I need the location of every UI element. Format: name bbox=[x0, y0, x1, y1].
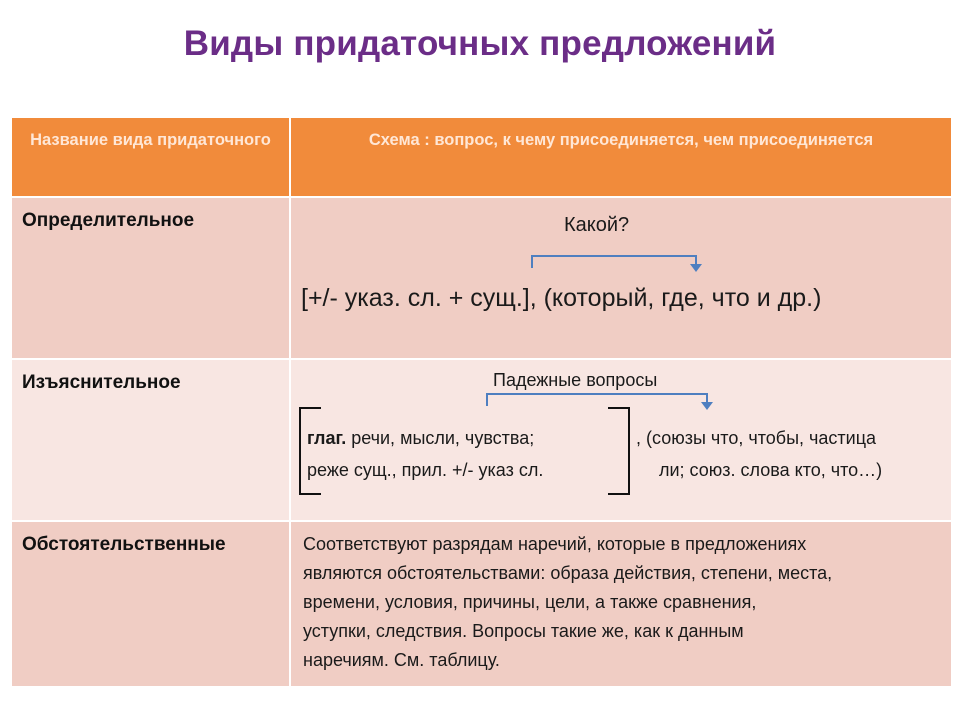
attributive-arrow-icon bbox=[291, 198, 951, 358]
explanatory-line2: реже сущ., прил. +/- указ сл. bbox=[307, 460, 544, 480]
page-title: Виды придаточных предложений bbox=[183, 24, 777, 63]
adverbial-line: времени, условия, причины, цели, а также сравнения, bbox=[303, 592, 757, 612]
header-col-scheme: Схема : вопрос, к чему присоединяется, чем присоединяется bbox=[291, 118, 951, 196]
attributive-question: Какой? bbox=[564, 214, 630, 236]
explanatory-question: Падежные вопросы bbox=[493, 370, 658, 390]
row-attributive-name: Определительное bbox=[12, 198, 289, 358]
adverbial-line: уступки, следствия. Вопросы такие же, как к данным bbox=[303, 621, 744, 641]
explanatory-conjunctions-1: , (союзы что, чтобы, частица bbox=[636, 428, 877, 448]
row-adverbial-name: Обстоятельственные bbox=[12, 522, 289, 686]
attributive-scheme-text: [+/- указ. сл. + сущ.], (который, где, что и др.) bbox=[301, 284, 822, 312]
adverbial-line: Соответствуют разрядам наречий, которые в предложениях bbox=[303, 534, 807, 554]
explanatory-line1 bbox=[307, 428, 534, 449]
row-explanatory-scheme bbox=[291, 360, 951, 520]
verb-label: глаг. bbox=[307, 428, 347, 448]
verb-rest: речи, мысли, чувства; bbox=[346, 428, 535, 448]
header-col-name: Название вида придаточного bbox=[12, 118, 289, 196]
adverbial-line: наречиям. См. таблицу. bbox=[303, 650, 500, 670]
adverbial-line: являются обстоятельствами: образа действия, степени, места, bbox=[303, 563, 833, 583]
clauses-table bbox=[12, 118, 951, 686]
row-adverbial-description bbox=[291, 522, 951, 686]
explanatory-conjunctions-2: ли; союз. слова кто, что…) bbox=[659, 460, 883, 480]
row-explanatory-name: Изъяснительное bbox=[12, 360, 289, 520]
row-attributive-scheme bbox=[291, 198, 951, 358]
